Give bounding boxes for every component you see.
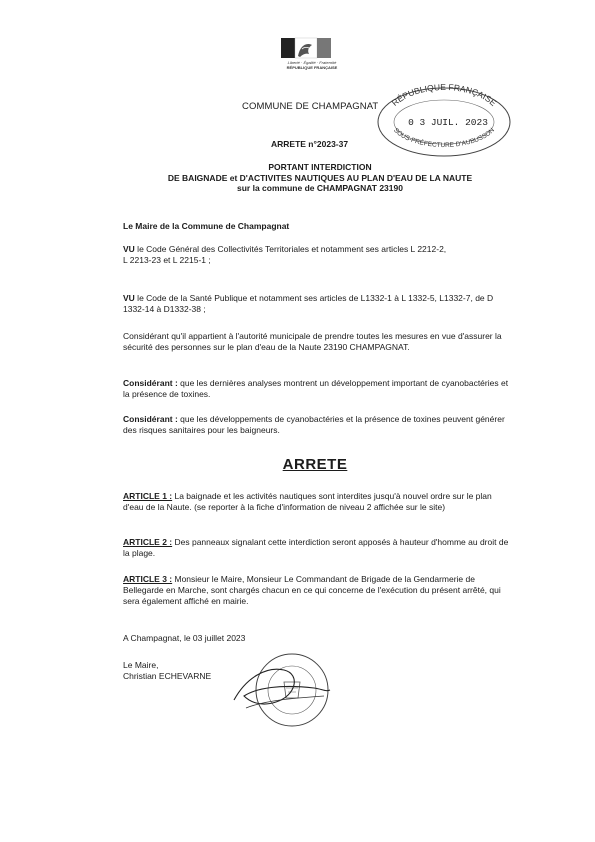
considerant-label-2: Considérant :: [123, 378, 178, 388]
article-text-2: Des panneaux signalant cette interdiction seront apposés à hauteur d'homme au droit de la plage.: [123, 537, 509, 558]
article-label-1: ARTICLE 1 :: [123, 491, 173, 501]
place-and-date: A Champagnat, le 03 juillet 2023: [123, 633, 246, 643]
considerant-text-2: que les dernières analyses montrent un développement important de cyanobactéries et la présence de toxines.: [123, 378, 509, 399]
logo-republic: RÉPUBLIQUE FRANÇAISE: [286, 65, 338, 70]
document-title: [110, 162, 530, 194]
vu-paragraph-1: [123, 244, 513, 266]
vu-paragraph-2: [123, 293, 513, 315]
stamp-top-text: RÉPUBLIQUE FRANÇAISE: [389, 81, 499, 108]
vu-text-1b: L 2213-23 et L 2215-1 ;: [123, 255, 211, 265]
article-text-3: Monsieur le Maire, Monsieur Le Commandant de Brigade de la Gendarmerie de Bellegarde en Marche, sont chargés chacun en ce qui concerne de l'exécution du présent arrêté, qui sera également affiché en mairie.: [123, 574, 501, 606]
article-3: [123, 574, 513, 607]
considerant-label-3: Considérant :: [123, 414, 178, 424]
signatory-role: Le Maire,: [123, 660, 159, 670]
arrete-heading: ARRETE: [282, 456, 348, 473]
stamp-date: 0 3 JUIL. 2023: [408, 117, 488, 128]
considerant-paragraph-2: [123, 378, 513, 400]
logo-motto: Liberté · Égalité · Fraternité: [287, 60, 337, 65]
signatory-name: Christian ECHEVARNE: [123, 671, 212, 681]
title-line-3: sur la commune de CHAMPAGNAT 23190: [237, 183, 403, 193]
maire-heading: Le Maire de la Commune de Champagnat: [123, 221, 290, 231]
article-2: [123, 537, 513, 559]
vu-text-1: le Code Général des Collectivités Territoriales et notamment ses articles L 2212-2,: [134, 244, 447, 254]
considerant-paragraph-3: [123, 414, 513, 436]
considerant-paragraph-1: Considérant qu'il appartient à l'autorité municipale de prendre toutes les mesures en vue d'assurer la sécurité des personnes sur le plan d'eau de la Naute 23190 CHAMPAGNAT.: [123, 331, 502, 352]
commune-name: COMMUNE DE CHAMPAGNAT: [242, 101, 379, 112]
marianne-logo: [276, 36, 356, 82]
vu-label-1: VU: [123, 244, 135, 254]
article-text-1: La baignade et les activités nautiques sont interdites jusqu'à nouvel ordre sur le plan d'eau de la Naute. (se reporter à la fiche d'information de niveau 2 affichée sur le site): [123, 491, 492, 512]
stamp-bottom-text: SOUS-PRÉFECTURE D'AUBUSSON: [392, 126, 496, 150]
vu-text-2: le Code de la Santé Publique et notamment ses articles de L1332-1 à L 1332-5, L1332-7, de D 1332-14 à D1332-38 ;: [123, 293, 494, 314]
article-label-2: ARTICLE 2 :: [123, 537, 173, 547]
article-label-3: ARTICLE 3 :: [123, 574, 173, 584]
considerant-text-3: que les développements de cyanobactéries et la présence de toxines peuvent générer des risques sanitaires pour les baigneurs.: [123, 414, 505, 435]
logo-caption: [276, 60, 348, 70]
mayor-seal-and-signature: [226, 648, 336, 733]
arrete-number: ARRETE n°2023-37: [271, 139, 349, 149]
prefecture-stamp: [370, 78, 515, 158]
title-line-1: PORTANT INTERDICTION: [268, 162, 372, 172]
vu-label-2: VU: [123, 293, 135, 303]
article-1: [123, 491, 513, 513]
title-line-2: DE BAIGNADE et D'ACTIVITES NAUTIQUES AU PLAN D'EAU DE LA NAUTE: [167, 172, 473, 183]
